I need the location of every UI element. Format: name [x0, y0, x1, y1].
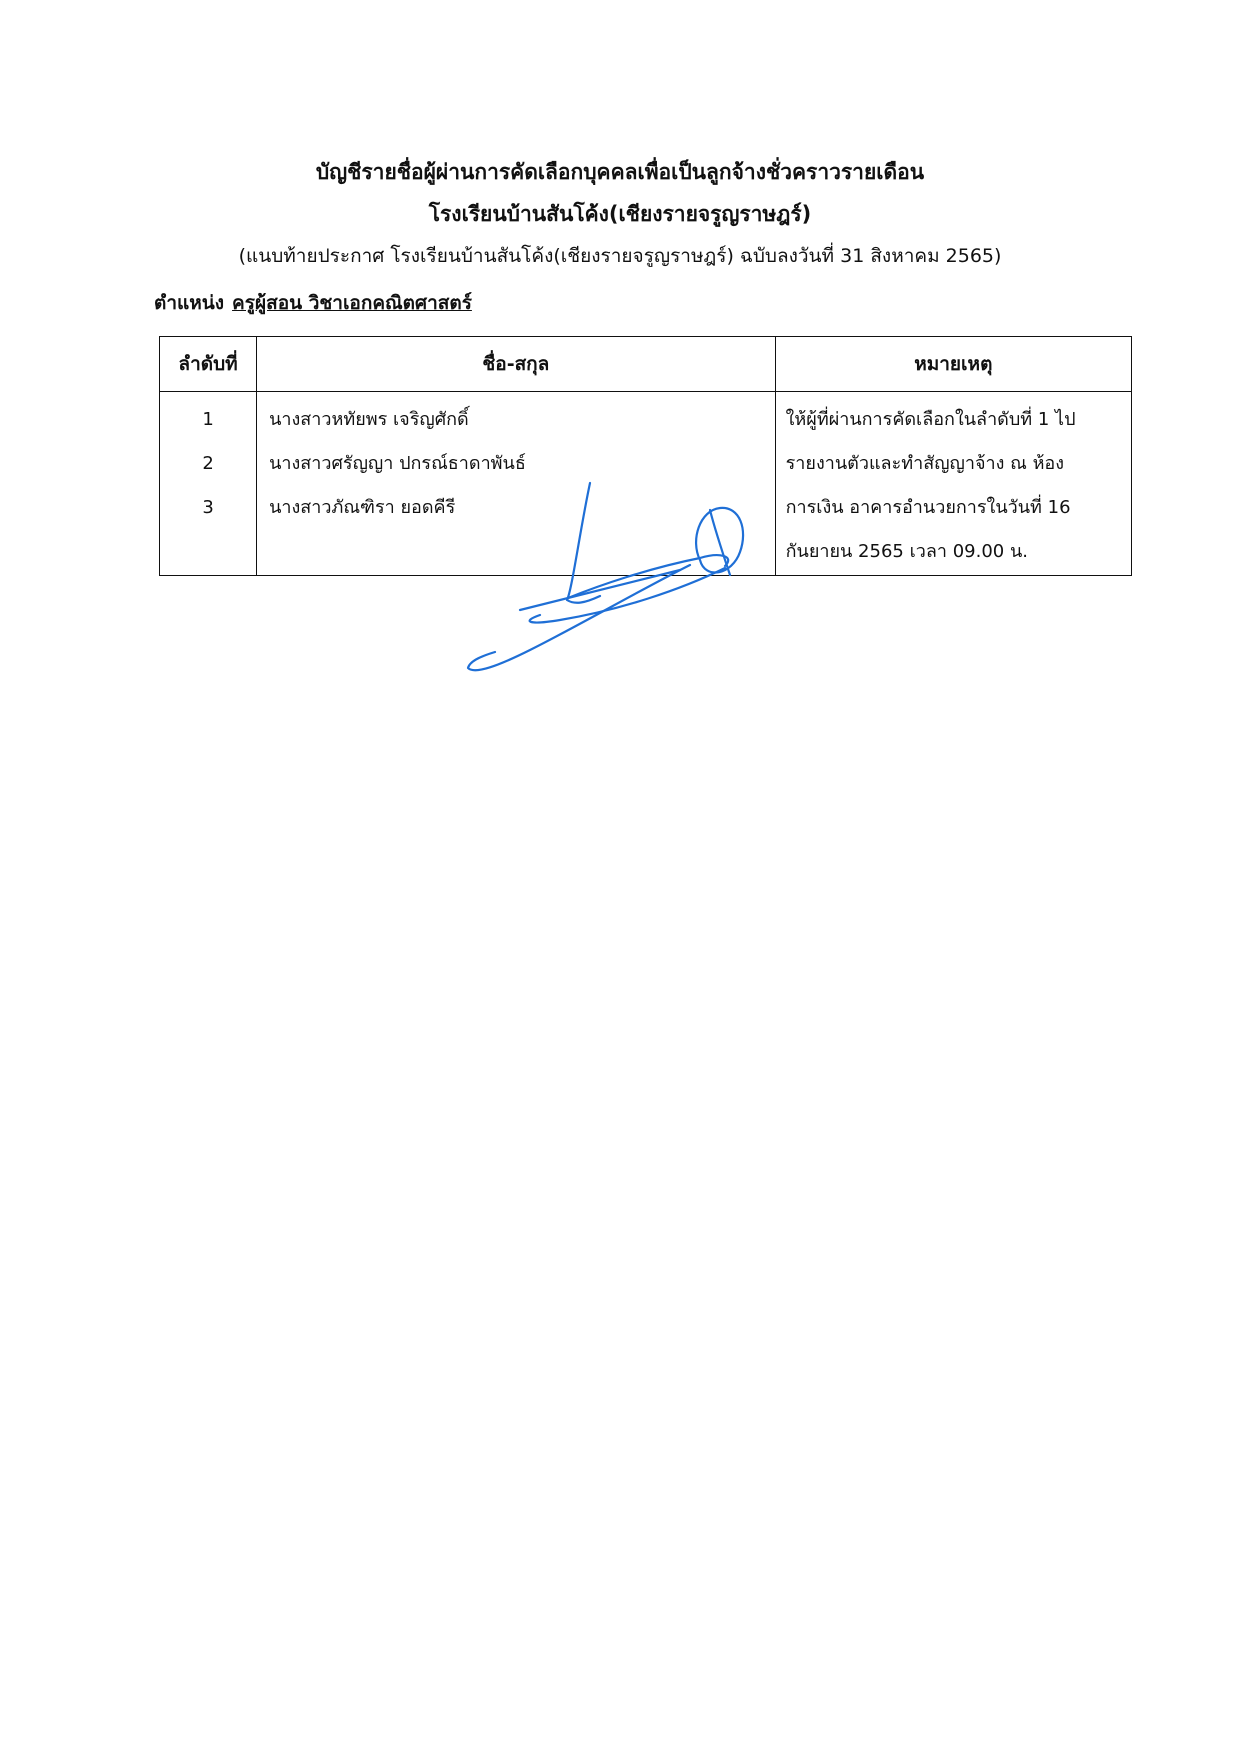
note-line: รายงานตัวและทำสัญญาจ้าง ณ ห้อง: [785, 453, 1065, 474]
note-line: ให้ผู้ที่ผ่านการคัดเลือกในลำดับที่ 1 ไป: [785, 409, 1076, 430]
header-order: ลำดับที่: [160, 337, 257, 392]
header-note: หมายเหตุ: [775, 337, 1131, 392]
row-number: 1: [202, 409, 214, 430]
document-title-line1: บัญชีรายชื่อผู้ผ่านการคัดเลือกบุคคลเพื่อเป็นลูกจ้างชั่วคราวรายเดือน: [315, 160, 925, 184]
row-number: 2: [202, 453, 214, 474]
document-subtitle: (แนบท้ายประกาศ โรงเรียนบ้านสันโค้ง(เชียงรายจรูญราษฎร์) ฉบับลงวันที่ 31 สิงหาคม 2565): [238, 245, 1002, 267]
position-label: ตำแหน่ง: [154, 292, 225, 314]
note-line: การเงิน อาคารอำนวยการในวันที่ 16: [785, 497, 1071, 518]
row-number: 3: [202, 497, 214, 518]
position-value: ครูผู้สอน วิชาเอกคณิตศาสตร์: [232, 292, 472, 314]
header-name: ชื่อ-สกุล: [257, 337, 776, 392]
note-line: กันยายน 2565 เวลา 09.00 น.: [785, 541, 1028, 562]
row-name: นางสาวศรัญญา ปกรณ์ธาดาพันธ์: [269, 453, 526, 474]
row-name: นางสาวภัณฑิรา ยอดคีรี: [269, 497, 456, 518]
row-name: นางสาวหทัยพร เจริญศักดิ์: [269, 409, 469, 430]
document-title-line2: โรงเรียนบ้านสันโค้ง(เชียงรายจรูญราษฎร์): [428, 202, 812, 226]
